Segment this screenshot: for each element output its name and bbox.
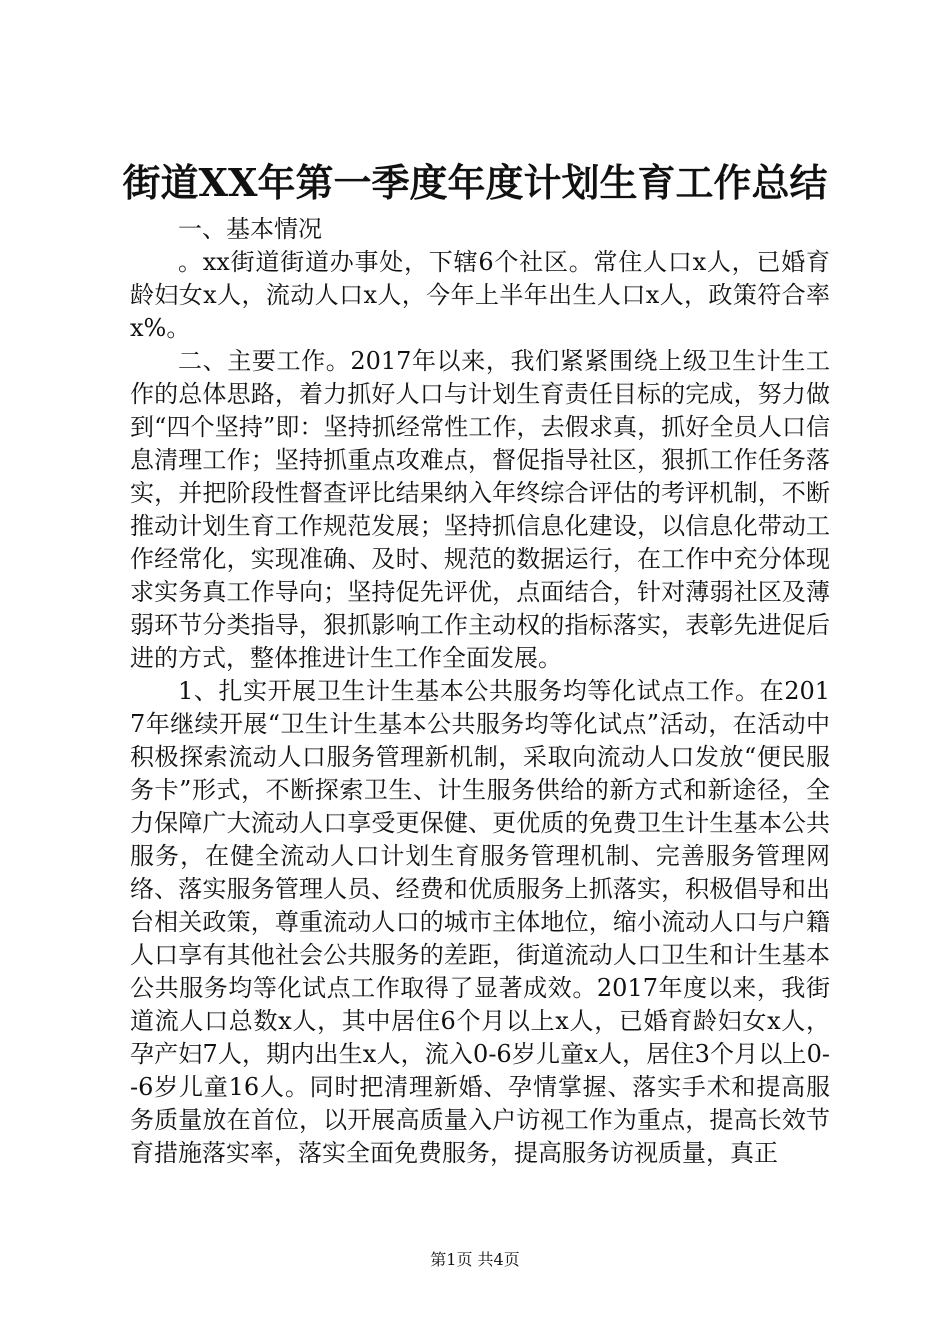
paragraph-basic-situation: 。xx街道街道办事处，下辖6个社区。常住人口x人，已婚育龄妇女x人，流动人口x人，今年上半年出生人口x人，政策符合率x%。 [130, 248, 830, 342]
section-heading-basic-situation: 一、基本情况 [178, 215, 322, 243]
page-number-footer: 第1页 共4页 [430, 1250, 520, 1269]
paragraph-public-service-pilot: 1、扎实开展卫生计生基本公共服务均等化试点工作。在2017年继续开展“卫生计生基本公共服务均等化试点”活动，在活动中积极探索流动人口服务管理新机制，采取向流动人口发放“便民服务卡”形式，不断探索卫生、计生服务供给的新方式和新途径，全力保障广大流动人口享受更保健、更优质的免费卫生计生基本公共服务，在健全流动人口计划生育服务管理机制、完善服务管理网络、落实服务管理人员、经费和优质服务上抓落实，积极倡导和出台相关政策，尊重流动人口的城市主体地位，缩小流动人口与户籍人口享有其他社会公共服务的差距，街道流动人口卫生和计生基本公共服务均等化试点工作取得了显著成效。2017年度以来，我街道流人口总数x人，其中居住6个月以上x人，已婚育龄妇女x人，孕产妇7人，期内出生x人，流入0-6岁儿童x人，居住3个月以上0--6岁儿童16人。同时把清理新婚、孕情掌握、落实手术和提高服务质量放在首位，以开展高质量入户访视工作为重点，提高长效节育措施落实率，落实全面免费服务，提高服务访视质量，真正 [130, 677, 830, 1167]
paragraph-main-work: 二、主要工作。2017年以来，我们紧紧围绕上级卫生计生工作的总体思路，着力抓好人口与计划生育责任目标的完成，努力做到“四个坚持”即：坚持抓经常性工作，去假求真，抓好全员人口信息清理工作；坚持抓重点攻难点，督促指导社区，狠抓工作任务落实，并把阶段性督查评比结果纳入年终综合评估的考评机制，不断推动计划生育工作规范发展；坚持抓信息化建设，以信息化带动工作经常化，实现准确、及时、规范的数据运行，在工作中充分体现求实务真工作导向；坚持促先评优，点面结合，针对薄弱社区及薄弱环节分类指导，狠抓影响工作主动权的指标落实，表彰先进促后进的方式，整体推进计生工作全面发展。 [130, 347, 830, 672]
document-body [130, 213, 830, 1170]
document-title: 街道XX年第一季度年度计划生育工作总结 [122, 160, 828, 205]
